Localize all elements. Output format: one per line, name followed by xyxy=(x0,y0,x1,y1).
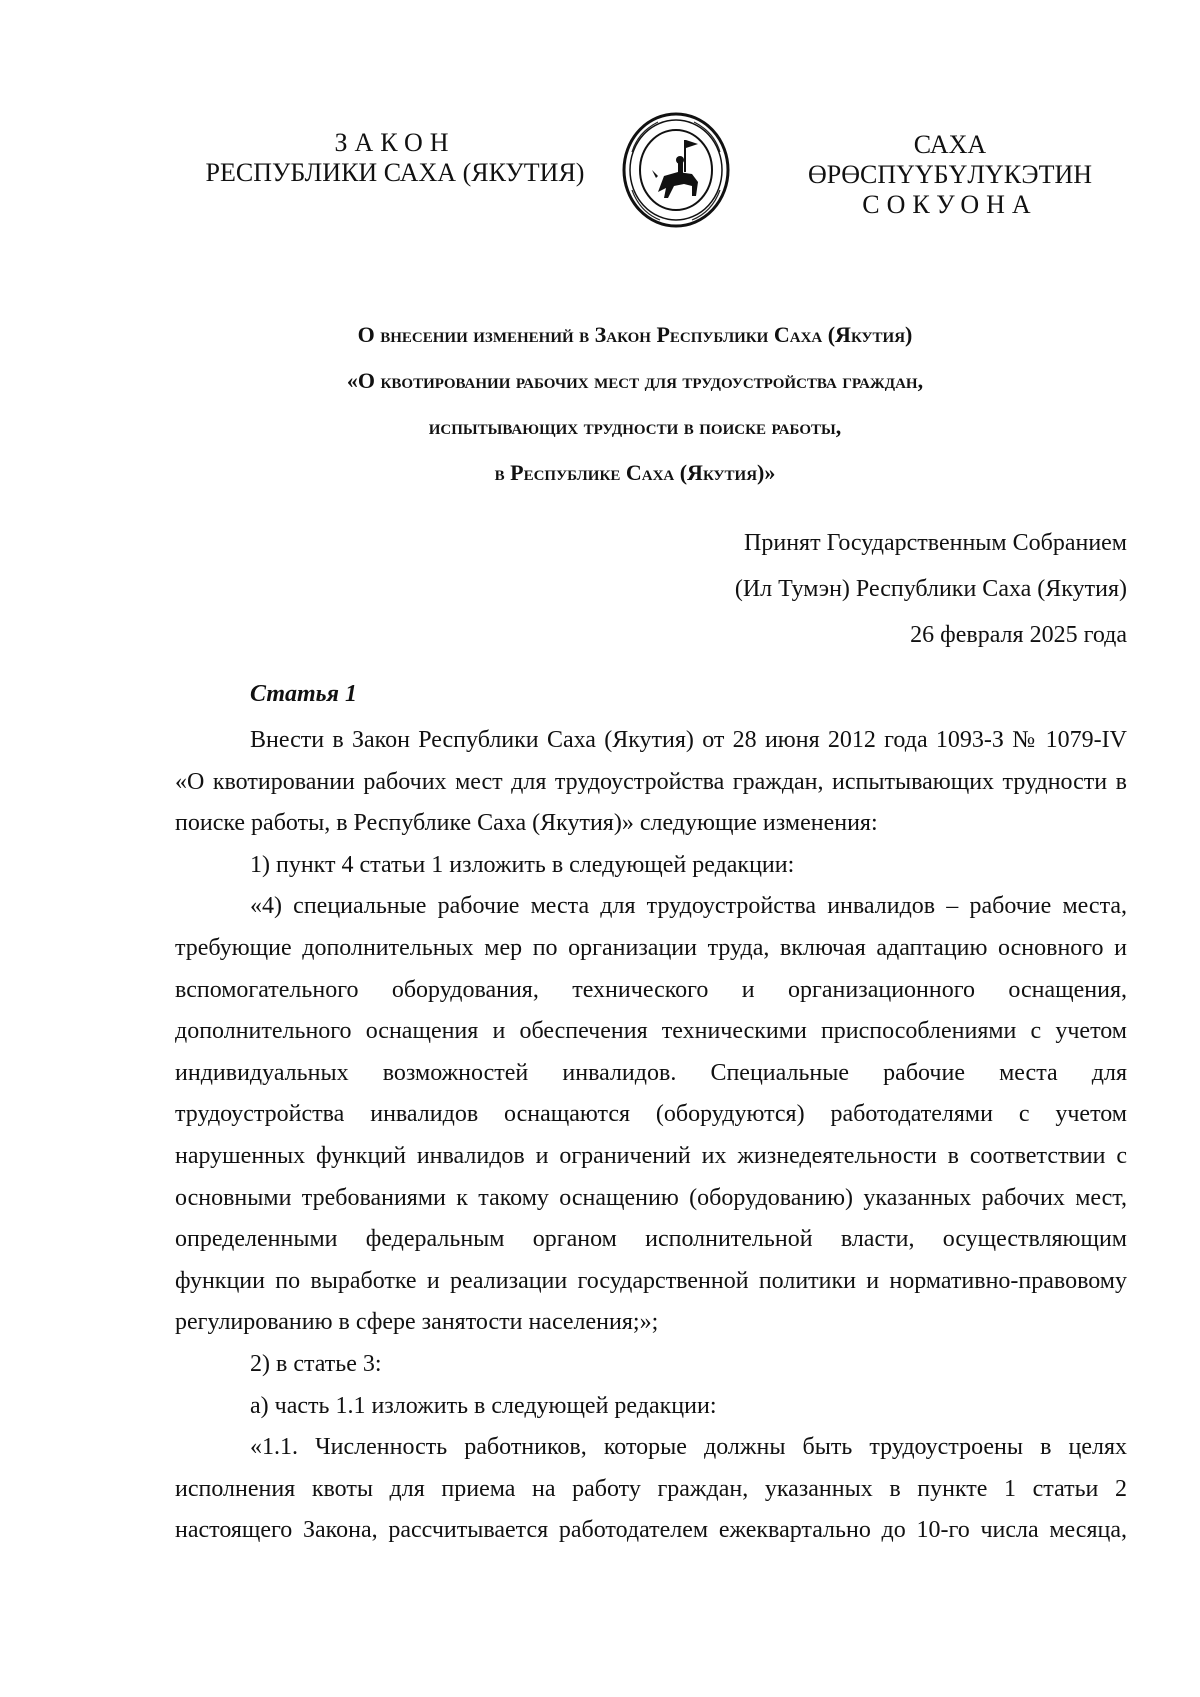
header-right-block xyxy=(770,130,1130,220)
title-line: в Республике Саха (Якутия)» xyxy=(494,460,776,485)
text-line: нарушенных функций инвалидов и ограничений их жизнедеятельности в соответствии с xyxy=(175,1142,1127,1169)
adoption-date: 26 февраля 2025 года xyxy=(910,622,1127,648)
header-republic-name: РЕСПУБЛИКИ САХА (ЯКУТИЯ) xyxy=(205,158,585,187)
paragraph-item-1-text xyxy=(175,886,1127,1344)
header-law-label: ЗАКОН xyxy=(334,128,456,157)
adoption-line: Принят Государственным Собранием xyxy=(744,530,1127,556)
text-line: настоящего Закона, рассчитывается работодателем ежеквартально до 10-го числа месяца, xyxy=(175,1517,1127,1544)
header-republic-name-sakha: САХА ӨРӨСПҮҮБҮЛҮКЭТИН xyxy=(807,130,1093,189)
header-left-block xyxy=(205,128,585,188)
header-law-label-sakha: СОКУОНА xyxy=(862,190,1038,219)
text-line: поиске работы, в Республике Саха (Якутия)» следующие изменения: xyxy=(175,810,878,837)
text-line: требующие дополнительных мер по организации труда, включая адаптацию основного и xyxy=(175,934,1127,961)
article-heading: Статья 1 xyxy=(250,681,358,707)
paragraph-item-2: 2) в статье 3: xyxy=(250,1350,382,1377)
text-line: «4) специальные рабочие места для трудоустройства инвалидов – рабочие места, xyxy=(250,893,1127,920)
text-line: «О квотировании рабочих мест для трудоустройства граждан, испытывающих трудности в xyxy=(175,768,1127,795)
paragraph-item-2a: а) часть 1.1 изложить в следующей редакции: xyxy=(250,1392,717,1419)
text-line: основными требованиями к такому оснащению (оборудованию) указанных рабочих мест, xyxy=(175,1184,1127,1211)
text-line: регулированию в сфере занятости населения;»; xyxy=(175,1309,659,1336)
title-line: «О квотировании рабочих мест для трудоустройства граждан, xyxy=(346,368,924,393)
text-line: исполнения квоты для приема на работу граждан, указанных в пункте 1 статьи 2 xyxy=(175,1475,1127,1502)
text-line: трудоустройства инвалидов оснащаются (оборудуются) работодателями с учетом xyxy=(175,1101,1127,1128)
title-line: О внесении изменений в Закон Республики Саха (Якутия) xyxy=(357,322,913,347)
text-line: функции по выработке и реализации государственной политики и нормативно-правовому xyxy=(175,1267,1127,1294)
text-line: «1.1. Численность работников, которые должны быть трудоустроены в целях xyxy=(250,1434,1127,1461)
adoption-block xyxy=(627,520,1127,658)
adoption-line: (Ил Тумэн) Республики Саха (Якутия) xyxy=(734,576,1127,602)
text-line: индивидуальных возможностей инвалидов. Специальные рабочие места для xyxy=(175,1059,1127,1086)
text-line: Внести в Закон Республики Саха (Якутия) от 28 июня 2012 года 1093-З № 1079-IV xyxy=(250,727,1127,753)
paragraph-item-2a-text xyxy=(175,1427,1127,1552)
title-line: испытывающих трудности в поиске работы, xyxy=(428,414,842,439)
coat-of-arms-emblem-icon xyxy=(618,112,734,228)
text-line: определенными федеральным органом исполнительной власти, осуществляющим xyxy=(175,1226,1127,1253)
article-body xyxy=(175,720,1127,1552)
text-line: вспомогательного оборудования, технического и организационного оснащения, xyxy=(175,976,1127,1003)
document-title xyxy=(200,312,1070,496)
paragraph-item-1: 1) пункт 4 статьи 1 изложить в следующей редакции: xyxy=(250,851,795,878)
paragraph-intro xyxy=(175,720,1127,845)
text-line: дополнительного оснащения и обеспечения техническими приспособлениями с учетом xyxy=(175,1018,1127,1045)
